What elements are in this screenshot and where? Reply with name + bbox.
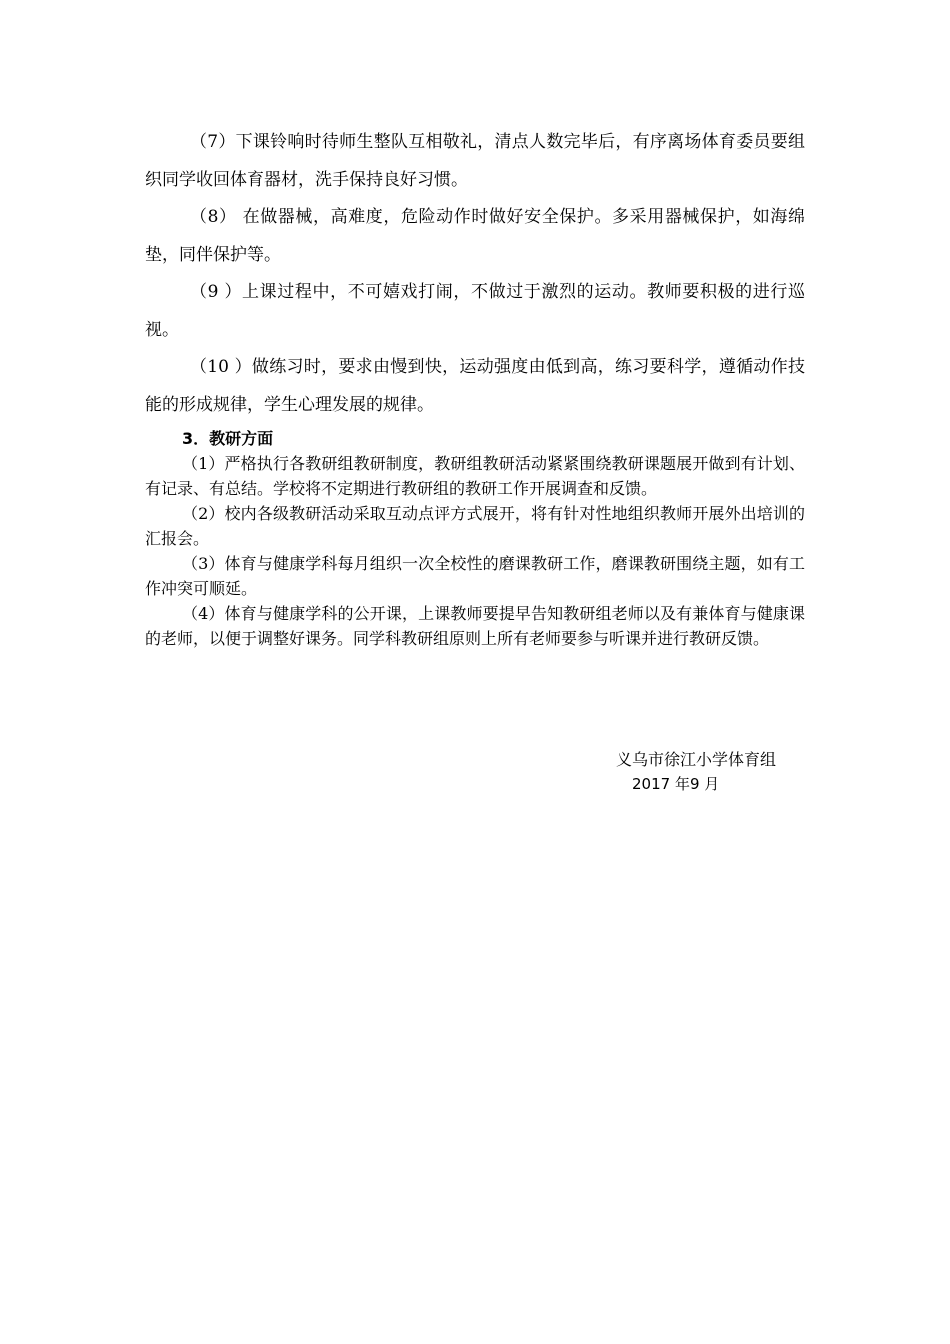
research-section <box>145 427 805 651</box>
signature-date: 2017 年9 月 <box>632 775 720 793</box>
research-heading: 3．教研方面 <box>182 429 274 448</box>
signature-block <box>590 748 810 796</box>
safety-item-7: （7）下课铃响时待师生整队互相敬礼，清点人数完毕后，有序离场体育委员要组织同学收回体育器材，洗手保持良好习惯。 <box>145 132 805 190</box>
research-item-2: （2）校内各级教研活动采取互动点评方式展开，将有针对性地组织教师开展外出培训的汇报会。 <box>145 504 805 548</box>
research-item-4: （4）体育与健康学科的公开课，上课教师要提早告知教研组老师以及有兼体育与健康课的老师，以便于调整好课务。同学科教研组原则上所有老师要参与听课并进行教研反馈。 <box>145 604 805 648</box>
research-item-1: （1）严格执行各教研组教研制度，教研组教研活动紧紧围绕教研课题展开做到有计划、有记录、有总结。学校将不定期进行教研组的教研工作开展调查和反馈。 <box>145 454 805 498</box>
safety-items-section <box>145 124 805 424</box>
research-item-3: （3）体育与健康学科每月组织一次全校性的磨课教研工作，磨课教研围绕主题，如有工作冲突可顺延。 <box>145 554 805 598</box>
safety-item-9: （9 ）上课过程中，不可嬉戏打闹，不做过于激烈的运动。教师要积极的进行巡视。 <box>145 282 805 340</box>
safety-item-8: （8） 在做器械，高难度，危险动作时做好安全保护。多采用器械保护，如海绵垫，同伴保护等。 <box>145 207 805 265</box>
signature-organization: 义乌市徐江小学体育组 <box>616 750 777 769</box>
safety-item-10: （10 ）做练习时，要求由慢到快，运动强度由低到高，练习要科学，遵循动作技能的形成规律，学生心理发展的规律。 <box>145 357 805 415</box>
